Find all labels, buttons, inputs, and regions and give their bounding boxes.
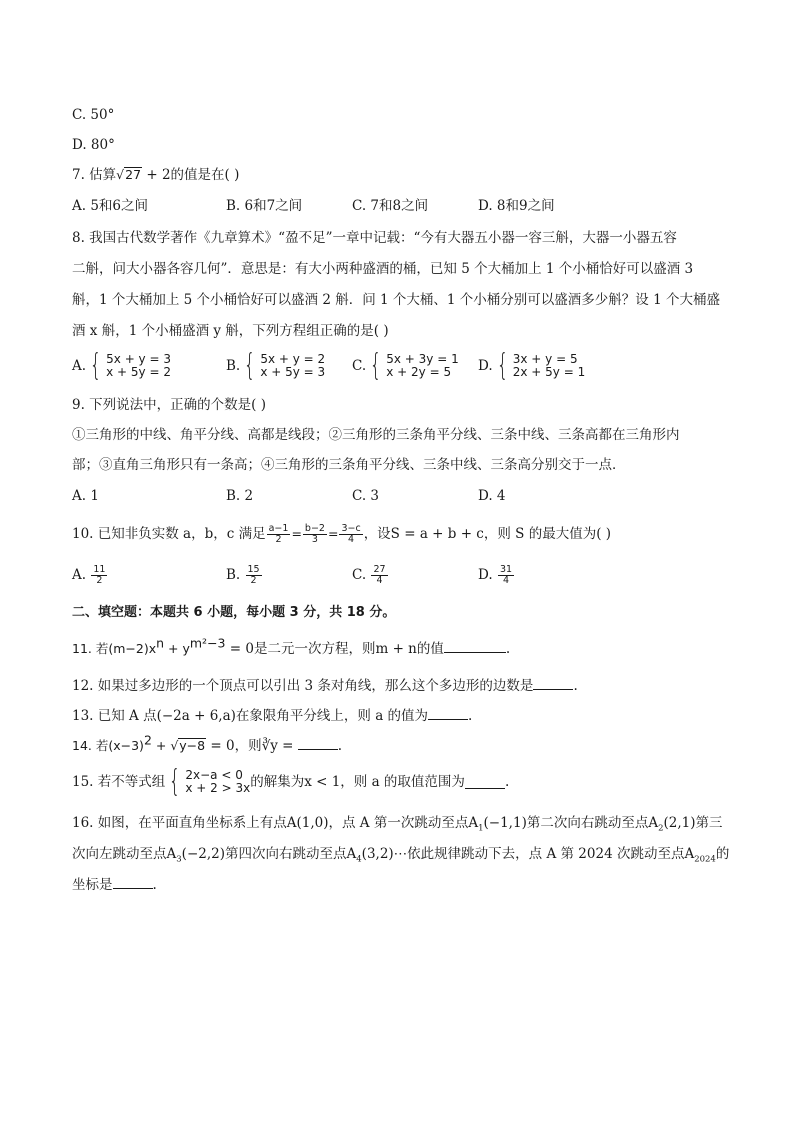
answer-blank xyxy=(113,876,153,889)
q10-option-c: C. $\frac{27}{4}$ xyxy=(352,564,386,586)
answer-blank xyxy=(428,707,468,720)
q16-line-2: 次向左跳动至点$A_3(-2,2)$第四次向右跳动至点$A_4(3,2)\cdots$依此规律跳动下去，点 A 第 2024 次跳动至点$A_{2024}$的 xyxy=(72,846,730,865)
q7-option-b: B. 6和7之间 xyxy=(226,198,303,214)
q8-line-2: 二斛，问大小器各容几何”．意思是：有大小两种盛酒的桶，已知 5 个大桶加上 1 个小桶恰好可以盛酒 3 xyxy=(72,261,694,277)
q8-line-1: 8. 我国古代数学著作《九章算术》“盈不足”一章中记载：“今有大器五小器一容三斛，大器一小器五容 xyxy=(72,230,677,246)
q9-stem: 9. 下列说法中，正确的个数是( ) xyxy=(72,397,266,413)
q12-stem: 12. 如果过多边形的一个顶点可以引出 3 条对角线，那么这个多边形的边数是 . xyxy=(72,678,578,694)
q9-line-2: 部；③直角三角形只有一条高；④三角形的三条角平分线、三条中线、三条高分别交于一点． xyxy=(72,457,626,473)
q10-option-d: D. $\frac{31}{4}$ xyxy=(478,564,513,586)
q8-option-a: A. { 5x + y = 3 x + 5y = 2 xyxy=(72,348,171,383)
answer-blank xyxy=(298,737,338,750)
sqrt-sign: √ xyxy=(116,167,125,182)
q7-option-c: C. 7和8之间 xyxy=(352,198,429,214)
fraction: $\frac{a-1}{2}$ xyxy=(268,523,289,545)
q8-line-4: 酒 x 斛，1 个小桶盛酒 y 斛，下列方程组正确的是( ) xyxy=(72,323,389,339)
q16-line-1: 16. 如图，在平面直角坐标系上有点A(1,0)，点 A 第一次跳动至点$A_1(-1,1)$第二次向右跳动至点$A_2(2,1)$第三 xyxy=(72,815,723,834)
q8-option-d: D. { 3x + y = 5 2x + 5y = 1 xyxy=(478,348,586,383)
q9-option-b: B. 2 xyxy=(226,488,254,504)
sqrt-sign: √ xyxy=(170,738,179,753)
q8-option-b: B. { 5x + y = 2 x + 5y = 3 xyxy=(226,348,326,383)
q9-line-1: ①三角形的中线、角平分线、高都是线段；②三角形的三条角平分线、三条中线、三条高都在三角形内 xyxy=(72,427,680,443)
q8-line-3: 斛，1 个大桶加上 5 个小桶恰好可以盛酒 2 斛．问 1 个大桶、1 个小桶分别可以盛酒多少斛？设 1 个大桶盛 xyxy=(72,292,720,308)
q10-option-b: B. $\frac{15}{2}$ xyxy=(226,564,260,586)
q11-stem: 11. 若$(m-2)x^n + y^{m^2-3} = 0$是二元一次方程，则m + n的值 . xyxy=(72,635,511,657)
q13-stem: 13. 已知 A 点(−2a + 6,a)在象限角平分线上，则 a 的值为 . xyxy=(72,708,473,724)
q9-option-c: C. 3 xyxy=(352,488,380,504)
fraction: $\frac{3-c}{4}$ xyxy=(341,523,361,545)
q6-option-d: D. 80° xyxy=(72,137,115,153)
q14-stem: 14. 若$(x-3)^2 + √y-8 = 0$，则∛y = . xyxy=(72,732,343,754)
fraction: $\frac{b-2}{3}$ xyxy=(304,523,325,545)
answer-blank xyxy=(444,640,506,653)
q10-stem: 10. 已知非负实数 a，b，c 满足 $\frac{a-1}{2}$ = $\frac{b-2}{3}$ = $\frac{3-c}{4}$ ，设S = a + b + c，则 S 的最大值为( ) xyxy=(72,523,612,545)
q8-option-c: C. { 5x + 3y = 1 x + 2y = 5 xyxy=(352,348,459,383)
answer-blank xyxy=(465,776,505,789)
q9-option-a: A. 1 xyxy=(72,488,99,504)
q9-option-d: D. 4 xyxy=(478,488,506,504)
q7-option-a: A. 5和6之间 xyxy=(72,198,149,214)
q10-option-a: A. $\frac{11}{2}$ xyxy=(72,564,106,586)
answer-blank xyxy=(533,677,573,690)
q16-line-3: 坐标是 . xyxy=(72,877,157,893)
q7-stem: 7. 估算√27 + 2的值是在( ) xyxy=(72,167,240,183)
q15-stem: 15. 若不等式组 { 2x−a < 0 x + 2 > 3x 的解集为x < 1，则 a 的取值范围为 . xyxy=(72,764,510,799)
q7-radicand: 27 xyxy=(125,167,142,182)
q6-option-c: C. 50° xyxy=(72,107,115,123)
q7-option-d: D. 8和9之间 xyxy=(478,198,555,214)
section-heading: 二、填空题：本题共 6 小题，每小题 3 分，共 18 分。 xyxy=(72,605,396,620)
